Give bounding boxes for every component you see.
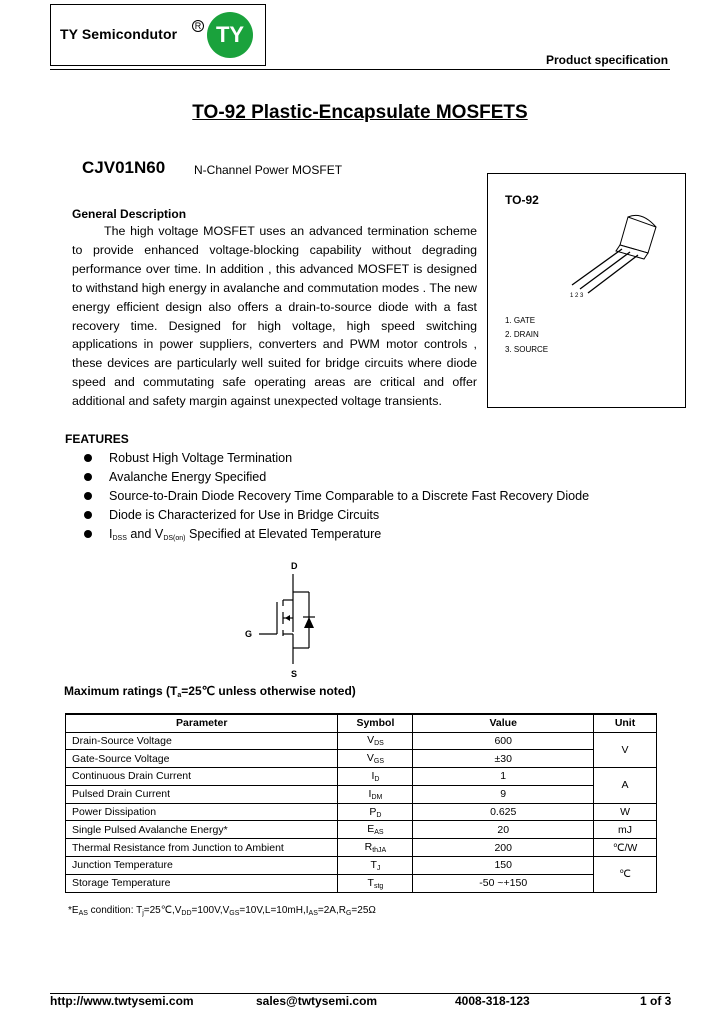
bullet-icon	[84, 492, 92, 500]
table-row	[66, 785, 657, 803]
unit-cell: mJ	[594, 821, 657, 839]
table-row	[66, 732, 657, 750]
symbol-cell: $T_J$	[338, 857, 413, 875]
drain-label: D	[291, 561, 298, 571]
col-header-symbol: Symbol	[338, 714, 413, 732]
source-label: S	[291, 669, 298, 679]
table-row	[66, 839, 657, 857]
registered-mark: R	[192, 20, 204, 32]
company-name: TY Semicondutor	[60, 26, 178, 42]
symbol-cell: $E_{AS}$	[338, 821, 413, 839]
footer-website-link[interactable]: http://www.twtysemi.com	[50, 994, 194, 1008]
value-cell: 20	[413, 821, 594, 839]
value-cell: 9	[413, 785, 594, 803]
unit-cell: W	[594, 803, 657, 821]
table-row	[66, 803, 657, 821]
footer-email-link[interactable]: sales@twtysemi.com	[256, 994, 378, 1008]
footnote: $*E_{AS}$ condition: $T_j=25℃,V_{DD}=100V,V_{GS}=10V,L=10mH,I_{AS}=2A,R_G=25\Omega$	[68, 905, 376, 917]
page-number: 1 of 3	[640, 994, 672, 1008]
feature-item: Diode is Characterized for Use in Bridge Circuits	[84, 506, 589, 525]
max-ratings-heading: Maximum ratings ($T_a=25℃$ unless otherwise noted)	[64, 684, 356, 699]
symbol-cell: $I_{DM}$	[338, 785, 413, 803]
pin-numbers: 1 2 3	[570, 293, 584, 299]
value-cell: 150	[413, 857, 594, 875]
symbol-cell: $R_{thJA}$	[338, 839, 413, 857]
features-heading: FEATURES	[65, 432, 129, 446]
param-cell: Power Dissipation	[66, 803, 338, 821]
pin-2-label: 2. DRAIN	[505, 330, 539, 339]
bullet-icon	[84, 511, 92, 519]
pin-3-label: 3. SOURCE	[505, 345, 549, 354]
value-cell: 0.625	[413, 803, 594, 821]
value-cell: -50 ~+150	[413, 874, 594, 892]
table-row	[66, 821, 657, 839]
param-cell: Storage Temperature	[66, 874, 338, 892]
table-row	[66, 857, 657, 875]
col-header-value: Value	[413, 714, 594, 732]
value-cell: 600	[413, 732, 594, 750]
to92-package-drawing	[560, 205, 670, 300]
company-logo-icon: TY	[207, 12, 253, 58]
param-cell: Single Pulsed Avalanche Energy*	[66, 821, 338, 839]
gate-label: G	[245, 629, 253, 639]
symbol-cell: $T_{stg}$	[338, 874, 413, 892]
footer-phone: 4008-318-123	[455, 994, 530, 1008]
param-cell: Pulsed Drain Current	[66, 785, 338, 803]
symbol-cell: $V_{DS}$	[338, 732, 413, 750]
mosfet-symbol-icon	[255, 572, 325, 668]
general-description-text: The high voltage MOSFET uses an advanced termination scheme to provide enhanced voltage-blocking capability without degrading performance over time. In addition , this advanced MOSFET is designed to withstand high energy in avalanche and commutation modes . The new energy efficient design also offers a drain-to-source diode with a fast recovery time. Designed for high voltage, high speed switching applications in power suppliers, converters and PWM motor controls , these devices are particularly well suited for bridge circuits where diode speed and commutating safe operating areas are critical and offer additional and safety margin against unexpected voltage transients.	[72, 224, 477, 409]
col-header-unit: Unit	[594, 714, 657, 732]
feature-item: $I_{DSS}$ and $V_{DS(on)}$ Specified at Elevated Temperature	[84, 525, 589, 544]
param-cell: Junction Temperature	[66, 857, 338, 875]
param-cell: Continuous Drain Current	[66, 768, 338, 786]
features-list	[84, 449, 589, 544]
col-header-parameter: Parameter	[66, 714, 338, 732]
unit-cell: A	[594, 768, 657, 804]
bullet-icon	[84, 473, 92, 481]
general-description-heading: General Description	[72, 207, 187, 221]
doc-type: Product specification	[546, 53, 669, 67]
package-title: TO-92	[505, 193, 539, 207]
symbol-cell: $I_D$	[338, 768, 413, 786]
symbol-cell: $V_{GS}$	[338, 750, 413, 768]
unit-cell: ℃/W	[594, 839, 657, 857]
bullet-icon	[84, 454, 92, 462]
param-cell: Thermal Resistance from Junction to Ambient	[66, 839, 338, 857]
table-row	[66, 750, 657, 768]
table-row	[66, 768, 657, 786]
header-divider	[50, 69, 670, 70]
feature-item: Avalanche Energy Specified	[84, 468, 589, 487]
param-cell: Drain-Source Voltage	[66, 732, 338, 750]
pin-1-label: 1. GATE	[505, 316, 536, 325]
unit-cell: V	[594, 732, 657, 768]
unit-cell: ℃	[594, 857, 657, 893]
value-cell: ±30	[413, 750, 594, 768]
page-title: TO-92 Plastic-Encapsulate MOSFETS	[192, 102, 528, 123]
table-row	[66, 874, 657, 892]
max-ratings-table	[65, 713, 657, 893]
part-description: N-Channel Power MOSFET	[194, 163, 343, 177]
bullet-icon	[84, 530, 92, 538]
table-header-row	[66, 714, 657, 732]
value-cell: 1	[413, 768, 594, 786]
value-cell: 200	[413, 839, 594, 857]
feature-item: Source-to-Drain Diode Recovery Time Comparable to a Discrete Fast Recovery Diode	[84, 487, 589, 506]
param-cell: Gate-Source Voltage	[66, 750, 338, 768]
part-number: CJV01N60	[82, 158, 166, 177]
symbol-cell: $P_D$	[338, 803, 413, 821]
feature-item: Robust High Voltage Termination	[84, 449, 589, 468]
